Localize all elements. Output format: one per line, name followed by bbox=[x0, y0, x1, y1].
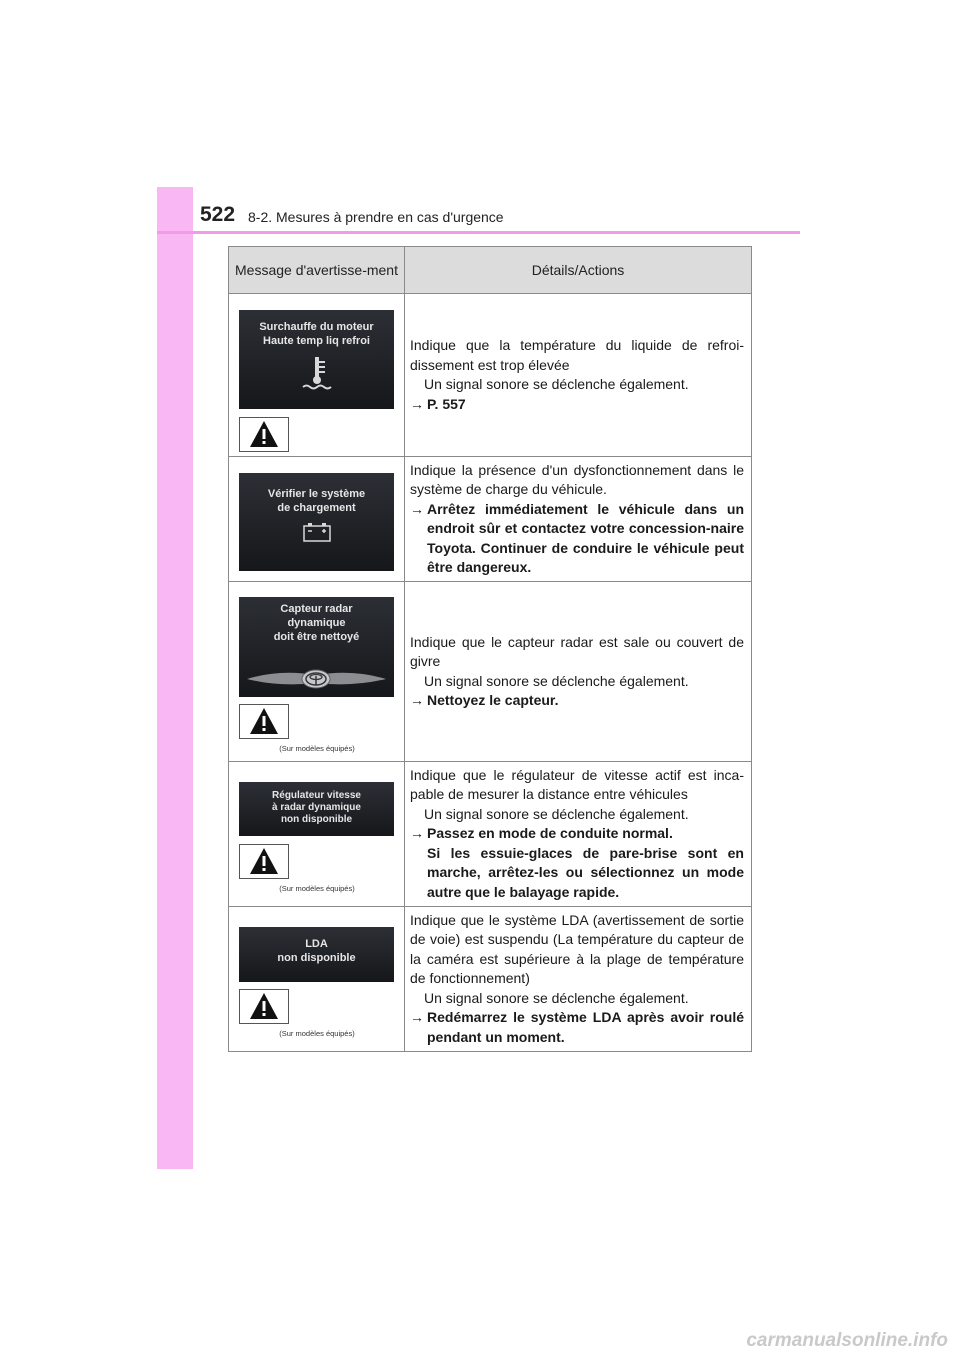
toyota-logo-icon bbox=[239, 667, 394, 691]
warning-symbol-box bbox=[239, 844, 289, 879]
warning-symbol-box bbox=[239, 989, 289, 1024]
screen-line: dynamique bbox=[287, 617, 346, 629]
watermark: carmanualsonline.info bbox=[746, 1330, 948, 1351]
action-text bbox=[410, 1008, 744, 1047]
message-cell bbox=[229, 907, 405, 1052]
battery-icon bbox=[302, 521, 332, 543]
action-instruction: Passez en mode de conduite normal. bbox=[427, 825, 673, 842]
buzzer-note: Un signal sonore se déclenche également. bbox=[424, 989, 689, 1006]
warning-triangle-icon bbox=[249, 992, 279, 1020]
column-header-message: Message d'avertisse-ment bbox=[229, 247, 405, 294]
action-instruction: Arrêtez immédiatement le véhicule dans un endroit sûr et contactez votre concession-naire Toyota. Continuer de conduire le véhicule peut être dangereux. bbox=[427, 500, 744, 575]
buzzer-note: Un signal sonore se déclenche également. bbox=[424, 376, 689, 392]
screen-line: Capteur radar bbox=[280, 603, 353, 615]
buzzer-note: Un signal sonore se déclenche également. bbox=[424, 672, 689, 689]
screen-line: Vérifier le système bbox=[267, 488, 366, 500]
warning-message-table bbox=[228, 246, 752, 1052]
column-header-details: Détails/Actions bbox=[405, 247, 752, 294]
message-cell bbox=[229, 294, 405, 457]
action-text bbox=[410, 824, 744, 844]
description-text: Indique que le système LDA (avertissement de sortie de voie) est suspendu (La température du capteur de la caméra est supérieure à la plage de température de fonctionnement) bbox=[410, 911, 744, 987]
warning-triangle-icon bbox=[249, 420, 279, 448]
screen-line: de chargement bbox=[277, 502, 356, 514]
page-reference-link[interactable]: P. 557 bbox=[427, 395, 466, 412]
description-text: Indique que le capteur radar est sale ou couvert de givre bbox=[410, 633, 744, 669]
warning-display-screen bbox=[239, 310, 394, 409]
coolant-temperature-icon bbox=[300, 354, 334, 394]
action-text bbox=[410, 500, 744, 578]
page-number: 522 bbox=[200, 203, 236, 226]
action-instruction: Redémarrez le système LDA après avoir roulé pendant un moment. bbox=[427, 1009, 744, 1045]
description-text: Indique que la température du liquide de refroi-dissement est trop élevée bbox=[410, 337, 744, 373]
arrow-icon: → bbox=[410, 1009, 424, 1026]
section-title: 8-2. Mesures à prendre en cas d'urgence bbox=[248, 209, 504, 225]
table-row bbox=[229, 907, 752, 1052]
table-row bbox=[229, 762, 752, 907]
equipped-models-note: (Sur modèles équipés) bbox=[279, 884, 355, 893]
action-additional-text: Si les essuie-glaces de pare-brise sont en marche, arrêtez-les ou sélectionnez un mode autre que le balayage rapide. bbox=[427, 844, 744, 900]
description-text: Indique que le régulateur de vitesse actif est inca-pable de mesurer la distance entre véhicules bbox=[410, 766, 744, 803]
message-cell bbox=[229, 457, 405, 582]
screen-line: doit être nettoyé bbox=[273, 631, 360, 643]
details-cell bbox=[405, 907, 752, 1052]
table-row bbox=[229, 294, 752, 457]
screen-line: Régulateur vitesse bbox=[272, 790, 361, 801]
warning-display-screen bbox=[239, 927, 394, 982]
warning-symbol-box bbox=[239, 417, 289, 452]
message-cell bbox=[229, 582, 405, 762]
arrow-icon: → bbox=[410, 825, 424, 842]
screen-line: à radar dynamique bbox=[272, 802, 361, 813]
screen-line: LDA bbox=[305, 938, 328, 950]
warning-display-screen bbox=[239, 473, 394, 571]
chapter-margin-band bbox=[157, 187, 193, 1169]
screen-line: Haute temp liq refroi bbox=[263, 335, 370, 347]
action-instruction: Nettoyez le capteur. bbox=[427, 692, 559, 708]
details-cell bbox=[405, 457, 752, 582]
arrow-icon: → bbox=[410, 692, 424, 708]
equipped-models-note: (Sur modèles équipés) bbox=[279, 744, 355, 753]
description-text: Indique la présence d'un dysfonctionnement dans le système de charge du véhicule. bbox=[410, 461, 744, 497]
action-text bbox=[410, 395, 744, 415]
screen-line: non disponible bbox=[280, 814, 353, 825]
warning-symbol-box bbox=[239, 704, 289, 739]
table-header-row bbox=[229, 247, 752, 294]
buzzer-note: Un signal sonore se déclenche également. bbox=[424, 805, 689, 822]
equipped-models-note: (Sur modèles équipés) bbox=[279, 1029, 355, 1038]
screen-line: Surchauffe du moteur bbox=[259, 321, 374, 333]
details-cell bbox=[405, 294, 752, 457]
table-row bbox=[229, 582, 752, 762]
arrow-icon: → bbox=[410, 500, 424, 517]
screen-line: non disponible bbox=[277, 952, 356, 964]
warning-display-screen bbox=[239, 782, 394, 836]
warning-triangle-icon bbox=[249, 707, 279, 735]
table-row bbox=[229, 457, 752, 582]
warning-display-screen bbox=[239, 597, 394, 697]
header-rule bbox=[157, 231, 800, 234]
arrow-icon: → bbox=[410, 395, 424, 412]
details-cell bbox=[405, 582, 752, 762]
details-cell bbox=[405, 762, 752, 907]
warning-triangle-icon bbox=[249, 847, 279, 875]
message-cell bbox=[229, 762, 405, 907]
action-text bbox=[410, 691, 744, 711]
